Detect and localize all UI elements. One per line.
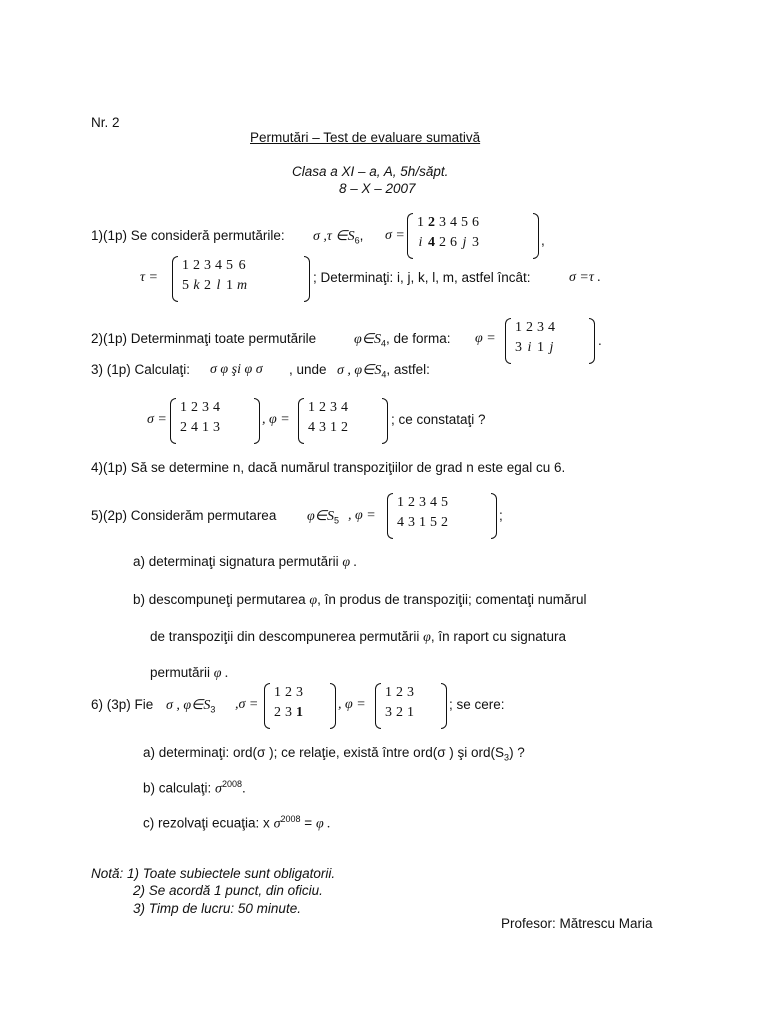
q1-prefix: 1)(1p) Se consideră permutările: bbox=[91, 228, 285, 243]
notes-line3: 3) Timp de lucru: 50 minute. bbox=[133, 901, 301, 916]
q5-b-line3: permutării φ . bbox=[150, 665, 229, 681]
q6-a: a) determinaţi: ord(σ ); ce relaţie, există între ord(σ ) şi $ord(S_3)$ ? bbox=[143, 745, 525, 763]
q5-semicolon: ; bbox=[499, 508, 503, 523]
q3-sigma-matrix: 1 2 3 4 2 4 1 3 bbox=[170, 398, 260, 444]
q1-comma: , bbox=[541, 233, 545, 248]
q3-unde: , unde bbox=[289, 362, 327, 377]
q2-prefix: 2)(1p) Determinmaţi toate permutările bbox=[91, 331, 317, 346]
q5-phi-in: $\varphi\in S_5$ bbox=[307, 509, 339, 526]
q1-tau-matrix: 1 2 3 4 5 6 5 k 2 l 1 m bbox=[172, 256, 310, 302]
q5-b-line2: de transpoziţii din descompunerea permutării φ, în raport cu signatura bbox=[150, 629, 566, 645]
q4-line: 4)(1p) Să se determine n, dacă numărul transpoziţiilor de grad n este egal cu 6. bbox=[91, 460, 566, 475]
exam-title: Permutări – Test de evaluare sumativă bbox=[250, 130, 481, 145]
q1-sigma-eq: σ = bbox=[385, 228, 405, 243]
q1-tau-eq: τ = bbox=[140, 270, 158, 285]
q3-sigma-eq: σ = bbox=[147, 412, 167, 427]
q6-suffix: ; se cere: bbox=[449, 697, 505, 712]
q5-phi-matrix: 1 2 3 4 5 4 3 1 5 2 bbox=[387, 493, 497, 539]
q3-vars: σ , $\varphi\in S_4$, astfel: bbox=[337, 362, 430, 380]
q1-condition: σ =τ . bbox=[569, 270, 601, 285]
q5-a: a) determinaţi signatura permutării φ . bbox=[133, 554, 358, 570]
q6-sigma-matrix: 1 2 3 2 3 1 bbox=[264, 683, 336, 729]
teacher-signature: Profesor: Mătrescu Maria bbox=[501, 916, 653, 931]
q6-sigma-eq: ,σ = bbox=[235, 697, 259, 712]
q2-end: . bbox=[598, 333, 602, 348]
q6-phi-eq: , φ = bbox=[338, 697, 366, 712]
q5-prefix: 5)(2p) Considerăm permutarea bbox=[91, 508, 277, 523]
q3-suffix: ; ce constataţi ? bbox=[391, 412, 486, 427]
class-line: Clasa a XI – a, A, 5h/săpt. bbox=[292, 164, 449, 179]
q6-prefix: 6) (3p) Fie bbox=[91, 697, 154, 712]
q3-line: 3) (1p) Calculaţi: bbox=[91, 362, 191, 377]
q1-sets: σ ,τ $\in S_6$, bbox=[313, 228, 364, 246]
q6-vars: σ , $\varphi\in S_3$ bbox=[166, 698, 216, 715]
exam-number: Nr. 2 bbox=[91, 115, 120, 130]
q6-c: c) rezolvaţi ecuaţia: x $\sigma^{2008} = \varphi$ . bbox=[143, 814, 331, 832]
date-line: 8 – X – 2007 bbox=[339, 181, 416, 196]
q5-phi-eq: , φ = bbox=[348, 508, 376, 523]
q2-phi-eq: φ = bbox=[475, 331, 496, 346]
q5-b-line1: b) descompuneţi permutarea φ, în produs de transpoziţii; comentaţi numărul bbox=[133, 592, 587, 608]
q1-sigma-matrix: 1 2 3 4 5 6 i 4 2 6 j 3 bbox=[407, 213, 539, 259]
q1-suffix: ; Determinaţi: i, j, k, l, m, astfel încât: bbox=[313, 270, 531, 285]
notes-line1: Notă: 1) Toate subiectele sunt obligatorii. bbox=[91, 866, 336, 881]
notes-line2: 2) Se acordă 1 punct, din oficiu. bbox=[133, 883, 323, 898]
q3-expression: σ φ şi φ σ bbox=[210, 362, 263, 377]
q2-phi-matrix: 1 2 3 4 3 i 1 j bbox=[505, 318, 595, 364]
q2-phi-in: $\varphi\in S_4$, de forma: bbox=[354, 331, 451, 349]
q6-b: b) calculaţi: $\sigma^{2008}$. bbox=[143, 779, 246, 797]
q6-phi-matrix: 1 2 3 3 2 1 bbox=[375, 683, 447, 729]
q3-phi-matrix: 1 2 3 4 4 3 1 2 bbox=[298, 398, 388, 444]
q3-phi-eq: , φ = bbox=[262, 412, 290, 427]
